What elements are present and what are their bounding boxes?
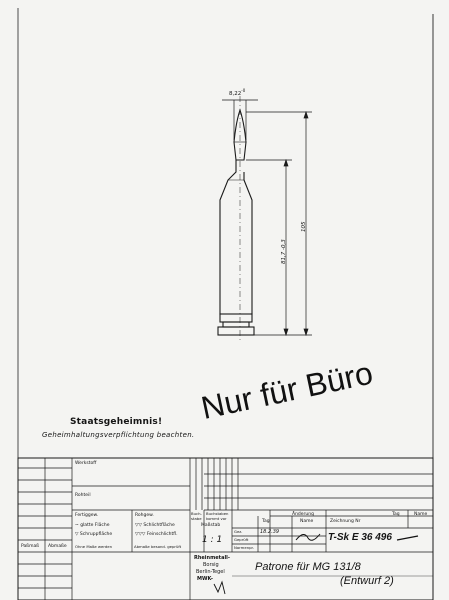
company-line-4: MWK- <box>197 576 214 582</box>
buchstabe-label-2: stabe <box>191 516 202 521</box>
drawing-number-main: T-Sk E 36 <box>328 532 373 543</box>
glatte-flaeche-label: ~ glatte Fläche <box>75 523 110 528</box>
fertiggew-label: Fertiggew. <box>75 513 99 518</box>
tag-label: Tag <box>262 519 270 524</box>
gez-label: Gez. <box>234 529 243 534</box>
company-line-1: Rheinmetall- <box>194 555 230 561</box>
drawing-subtitle: (Entwurf 2) <box>340 575 394 587</box>
name-label: Name <box>300 519 314 524</box>
kommt-vor-label: kommt vor <box>206 516 227 521</box>
passmass-label: Paßmaß <box>21 544 40 549</box>
tag-label-2: Tag <box>392 512 400 517</box>
abmasse-label: Abmaße <box>48 544 67 549</box>
werkstoff-label: Werkstoff <box>75 461 97 466</box>
cartridge-drawing <box>218 96 254 342</box>
schlicht-flaeche-label: ▽▽ Schlichtfläche <box>135 523 175 528</box>
strike-through-line <box>397 536 418 540</box>
total-length-dimension: 105 <box>301 221 307 232</box>
feinschlicht-flaeche-label: ▽▽▽ Feinschlichtfl. <box>135 532 178 537</box>
schrupp-flaeche-label: ▽ Schruppfläche <box>75 532 113 537</box>
diameter-value: 8,22 <box>229 90 242 97</box>
abmasse-geprueft-label: Abmaße besond. geprüft <box>134 544 182 549</box>
drawing-number <box>328 533 392 543</box>
aenderung-label: Änderung <box>292 512 314 517</box>
ohne-masse-label: Ohne Maße werden <box>75 544 112 549</box>
drawing-number-struck: 496 <box>375 532 392 543</box>
company-line-3: Berlin-Tegel <box>196 569 225 575</box>
rohteil-label: Rohteil <box>75 493 91 498</box>
office-only-stamp: Nur für Büro <box>197 354 376 426</box>
drawing-title: Patrone für MG 131/8 <box>255 561 361 573</box>
case-length-dimension: 81,7 -0,3 <box>281 239 287 264</box>
rohgew-label: Rohgew. <box>135 513 154 518</box>
normenpr-label: Normenpr. <box>234 545 254 550</box>
initials-mark <box>214 582 225 594</box>
diameter-tolerance: -0 <box>241 88 246 93</box>
secrecy-obligation-notice: Geheimhaltungsverpflichtung beachten. <box>42 431 195 439</box>
geprueft-label: Geprüft <box>234 537 249 542</box>
state-secret-notice: Staatsgeheimnis! <box>70 417 163 427</box>
zeichnung-nr-label: Zeichnung Nr <box>330 519 361 524</box>
dimension-lines <box>222 100 312 335</box>
buchstaben-label: Buchstaben <box>206 511 229 516</box>
massstab-label: Maßstab <box>201 523 221 528</box>
scale-value: 1 : 1 <box>202 535 223 545</box>
company-line-2: Borsig <box>203 562 219 568</box>
diameter-dimension <box>229 89 245 97</box>
date-value: 18.2.39 <box>260 529 280 535</box>
signature-mark <box>296 534 320 540</box>
buchstabe-label-1: Buch- <box>191 511 202 516</box>
name-label-2: Name <box>414 512 428 517</box>
